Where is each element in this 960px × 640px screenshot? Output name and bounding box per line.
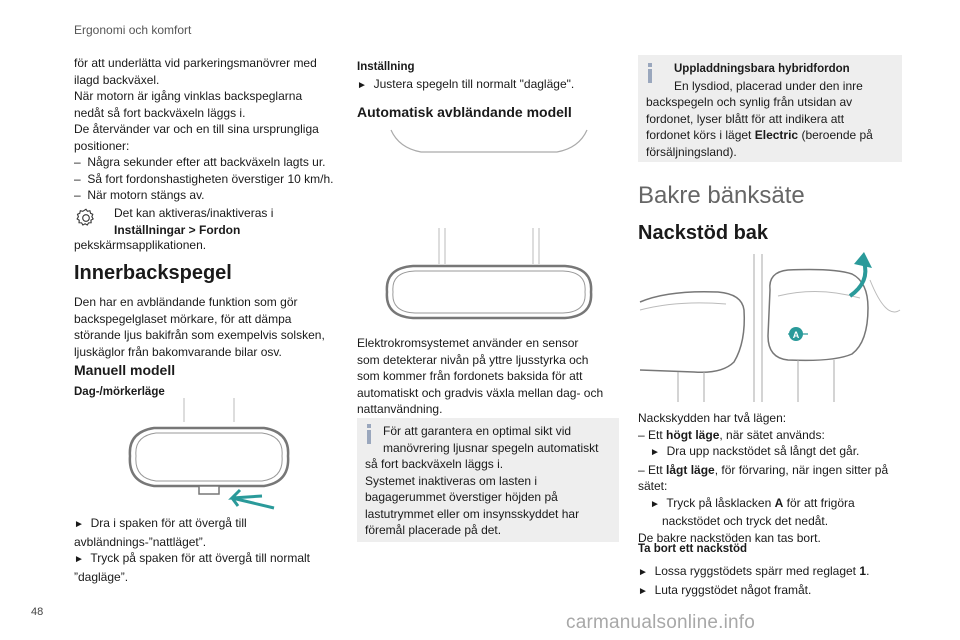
setting-title: Inställning [357,61,415,73]
info-box-auto: För att garantera en optimal sikt vid manövrering ljusnar spegeln automatiskt så fort backväxeln läggs i. Systemet inaktiveras om lasten i bagagerummet överstiger höjden på lastutrymmet eller om insynsskyddet har föremål placerade på det. [357,418,619,542]
lever-steps: ► Dra i spaken för att övergå till avbländnings-”nattläget”. ► Tryck på spaken för att övergå till normalt ”dagläge”. [74,516,311,584]
headrest-illustration [638,250,902,405]
auto-model-title: Automatisk avbländande modell [357,104,572,120]
headrest-text: Nackskydden har två lägen: – Ett högt läge, när sätet används: ► Dra upp nackstödet så långt det går. – Ett lågt läge, för förvaring, när ingen sitter på sätet: ► Tryck på låsklacken A för att frigöra nackstödet och tryck det nedåt. De bakre nackstöden kan tas bort. [638,411,889,545]
inner-mirror-text: Den har en avbländande funktion som gör backspegelglaset mörkare, för att dämpa störande ljus bakifrån som exempelvis solsken, ljuskäglor från bakomvarande bilar osv. [74,295,325,359]
dash-item: – Så fort fordonshastigheten överstiger 10 km/h. [74,171,334,186]
remove-headrest-title: Ta bort ett nackstöd [638,543,748,555]
section-title-inner-mirror: Innerbackspegel [74,262,232,284]
running-header: Ergonomi och komfort [74,23,192,37]
chapter-title-rear-bench: Bakre bänksäte [638,182,805,209]
gear-note: Det kan aktiveras/inaktiveras i Inställningar > Fordon [114,206,274,237]
dash-item: – När motorn stängs av. [74,188,205,202]
gear-icon [75,207,97,234]
auto-mirror-illustration [379,128,599,328]
gear-note-end: pekskärmsapplikationen. [74,238,207,252]
remove-steps: ► Lossa ryggstödets spärr med reglaget 1. ► Luta ryggstödet något framåt. [638,564,870,597]
auto-text: Elektrokromsystemet använder en sensor som detekterar nivån på yttre ljusstyrka och som kommer från fordonets baksida för att automatiskt och gradvis växla mellan dag- och nattanvändning. [357,336,604,416]
info-box-hybrid: Uppladdningsbara hybridfordon En lysdiod, placerad under den inre backspegeln och synlig från utsidan av fordonet, lyser blått för att indikera att fordonet körs i läget Electric (beroende på försäljningsland). [638,55,902,162]
page-number: 48 [31,606,44,618]
day-night-title: Dag-/mörkerläge [74,386,165,398]
headrest-title: Nackstöd bak [638,222,769,244]
manual-mirror-illustration [114,398,304,510]
manual-model-title: Manuell modell [74,362,176,378]
watermark: carmanualsonline.info [566,612,756,633]
label-a: A [792,330,800,340]
setting-step: ► Justera spegeln till normalt "dagläge". [357,77,575,91]
dash-item: – Några sekunder efter att backväxeln lagts ur. [74,155,326,169]
intro-paragraph: för att underlätta vid parkeringsmanövrer med ilagd backväxel. När motorn är igång vinklas backspeglarna nedåt så fort backväxeln läggs i. De återvänder var och en till sina ursprungliga positioner: – Några sekunder efter att backväxeln lagts ur. – Så fort fordonshastigheten överstiger 10 km/h. – När motorn stängs av. [74,55,342,204]
